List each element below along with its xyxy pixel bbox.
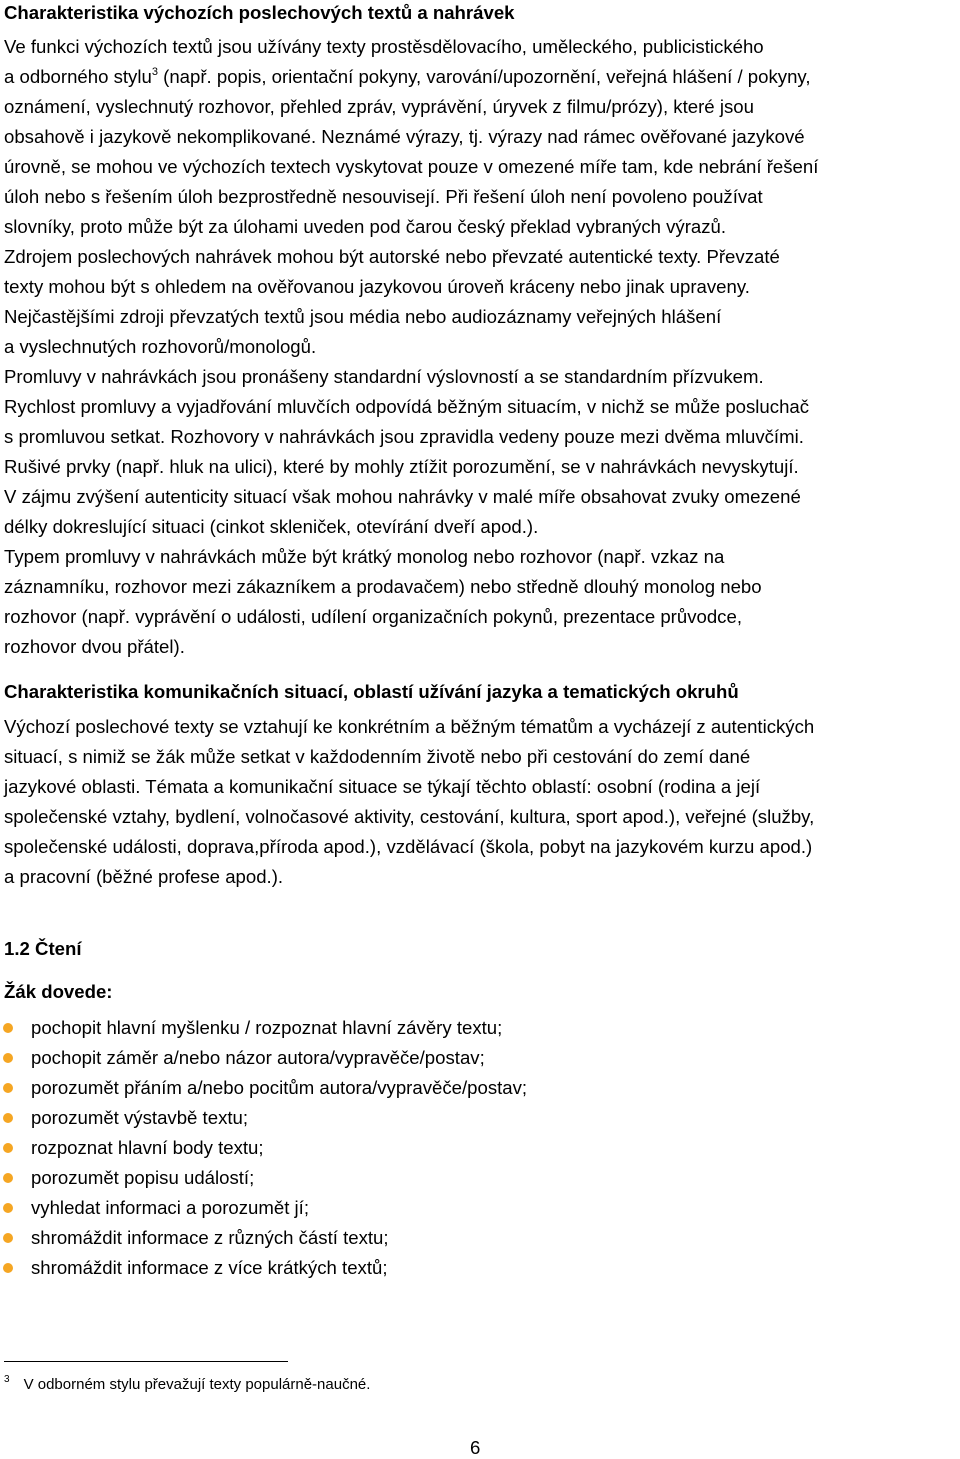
bullet-icon — [3, 1263, 13, 1273]
text-line: Rušivé prvky (např. hluk na ulici), které by mohly ztížit porozumění, se v nahrávkách nevyskytují. — [4, 456, 799, 477]
footnote-divider — [4, 1361, 288, 1362]
text-line: V zájmu zvýšení autenticity situací však mohou nahrávky v malé míře obsahovat zvuky omezené — [4, 486, 801, 507]
bullet-icon — [3, 1173, 13, 1183]
text-line: Ve funkci výchozích textů jsou užívány texty prostěsdělovacího, uměleckého, publicistického — [4, 36, 764, 57]
list-item-text: shromáždit informace z více krátkých textů; — [31, 1257, 388, 1278]
list-item-text: pochopit hlavní myšlenku / rozpoznat hlavní závěry textu; — [31, 1017, 503, 1038]
text-fragment: (např. popis, orientační pokyny, varování/upozornění, veřejná hlášení / pokyny, — [163, 66, 811, 87]
page-number: 6 — [470, 1437, 481, 1458]
text-line: Typem promluvy v nahrávkách může být krátký monolog nebo rozhovor (např. vzkaz na — [4, 546, 725, 567]
text-line: délky dokreslující situaci (cinkot skleniček, otevírání dveří apod.). — [4, 516, 539, 537]
text-line: jazykové oblasti. Témata a komunikační situace se týkají těchto oblastí: osobní (rodina a její — [4, 776, 761, 797]
text-line: Zdrojem poslechových nahrávek mohou být autorské nebo převzaté autentické texty. Převzaté — [4, 246, 780, 267]
section-title-communication-situations: Charakteristika komunikačních situací, oblastí užívání jazyka a tematických okruhů — [4, 681, 739, 702]
list-item — [0, 1193, 527, 1223]
section-heading-reading: 1.2 Čtení — [4, 938, 82, 959]
list-item — [0, 1163, 527, 1193]
text-line: a vyslechnutých rozhovorů/monologů. — [4, 336, 317, 357]
text-line: rozhovor (např. vyprávění o události, udílení organizačních pokynů, prezentace průvodce, — [4, 606, 742, 627]
student-can-heading: Žák dovede: — [4, 981, 113, 1002]
text-line: společenské vztahy, bydlení, volnočasové aktivity, cestování, kultura, sport apod.), veřejné (služby, — [4, 806, 815, 827]
text-fragment: a odborného stylu — [4, 66, 152, 87]
skills-list — [0, 1013, 527, 1283]
text-line: slovníky, proto může být za úlohami uveden pod čarou český překlad vybraných výrazů. — [4, 216, 727, 237]
section-title-listening-texts: Charakteristika výchozích poslechových textů a nahrávek — [4, 2, 515, 23]
list-item — [0, 1043, 527, 1073]
text-line: záznamníku, rozhovor mezi zákazníkem a prodavačem) nebo středně dlouhý monolog nebo — [4, 576, 762, 597]
bullet-icon — [3, 1023, 13, 1033]
text-line: oznámení, vyslechnutý rozhovor, přehled zpráv, vyprávění, úryvek z filmu/prózy), které jsou — [4, 96, 754, 117]
list-item-text: porozumět popisu událostí; — [31, 1167, 255, 1188]
list-item — [0, 1073, 527, 1103]
list-item-text: vyhledat informaci a porozumět jí; — [31, 1197, 309, 1218]
text-line: rozhovor dvou přátel). — [4, 636, 185, 657]
text-line: a pracovní (běžné profese apod.). — [4, 866, 284, 887]
footnote-text: V odborném stylu převažují texty populárně-naučné. — [23, 1376, 371, 1393]
text-line: Rychlost promluvy a vyjadřování mluvčích odpovídá běžným situacím, v nichž se může posluchač — [4, 396, 810, 417]
bullet-icon — [3, 1053, 13, 1063]
bullet-icon — [3, 1203, 13, 1213]
text-line: texty mohou být s ohledem na ověřovanou jazykovou úroveň kráceny nebo jinak upraveny. — [4, 276, 750, 297]
bullet-icon — [3, 1083, 13, 1093]
list-item-text: porozumět výstavbě textu; — [31, 1107, 249, 1128]
list-item-text: rozpoznat hlavní body textu; — [31, 1137, 264, 1158]
list-item — [0, 1103, 527, 1133]
list-item-text: porozumět přáním a/nebo pocitům autora/vypravěče/postav; — [31, 1077, 528, 1098]
text-line: s promluvou setkat. Rozhovory v nahrávkách jsou zpravidla vedeny pouze mezi dvěma mluvčími. — [4, 426, 804, 447]
text-line: Výchozí poslechové texty se vztahují ke konkrétním a běžným tématům a vycházejí z autentických — [4, 716, 815, 737]
paragraph-listening-texts — [4, 32, 959, 662]
text-line: Promluvy v nahrávkách jsou pronášeny standardní výslovností a se standardním přízvukem. — [4, 366, 764, 387]
text-line: společenské události, doprava,příroda apod.), vzdělávací (škola, pobyt na jazykovém kurzu apod.) — [4, 836, 813, 857]
text-line — [4, 62, 959, 92]
list-item — [0, 1253, 527, 1283]
footnote — [4, 1375, 370, 1395]
text-line: úrovně, se mohou ve výchozích textech vyskytovat pouze v omezené míře tam, kde nebrání řešení — [4, 156, 819, 177]
paragraph-communication-situations — [4, 712, 959, 892]
list-item — [0, 1223, 527, 1253]
list-item-text: pochopit záměr a/nebo názor autora/vypravěče/postav; — [31, 1047, 485, 1068]
text-line: situací, s nimiž se žák může setkat v každodenním životě nebo při cestování do zemí dané — [4, 746, 751, 767]
bullet-icon — [3, 1143, 13, 1153]
bullet-icon — [3, 1113, 13, 1123]
list-item — [0, 1013, 527, 1043]
list-item — [0, 1133, 527, 1163]
footnote-reference: 3 — [151, 66, 158, 78]
list-item-text: shromáždit informace z různých částí textu; — [31, 1227, 389, 1248]
text-line: úloh nebo s řešením úloh bezprostředně nesouvisejí. Při řešení úloh není povoleno používat — [4, 186, 763, 207]
bullet-icon — [3, 1233, 13, 1243]
text-line: obsahově i jazykově nekomplikované. Neznámé výrazy, tj. výrazy nad rámec ověřované jazykové — [4, 126, 805, 147]
footnote-number: 3 — [4, 1374, 10, 1385]
text-line: Nejčastějšími zdroji převzatých textů jsou média nebo audiozáznamy veřejných hlášení — [4, 306, 722, 327]
